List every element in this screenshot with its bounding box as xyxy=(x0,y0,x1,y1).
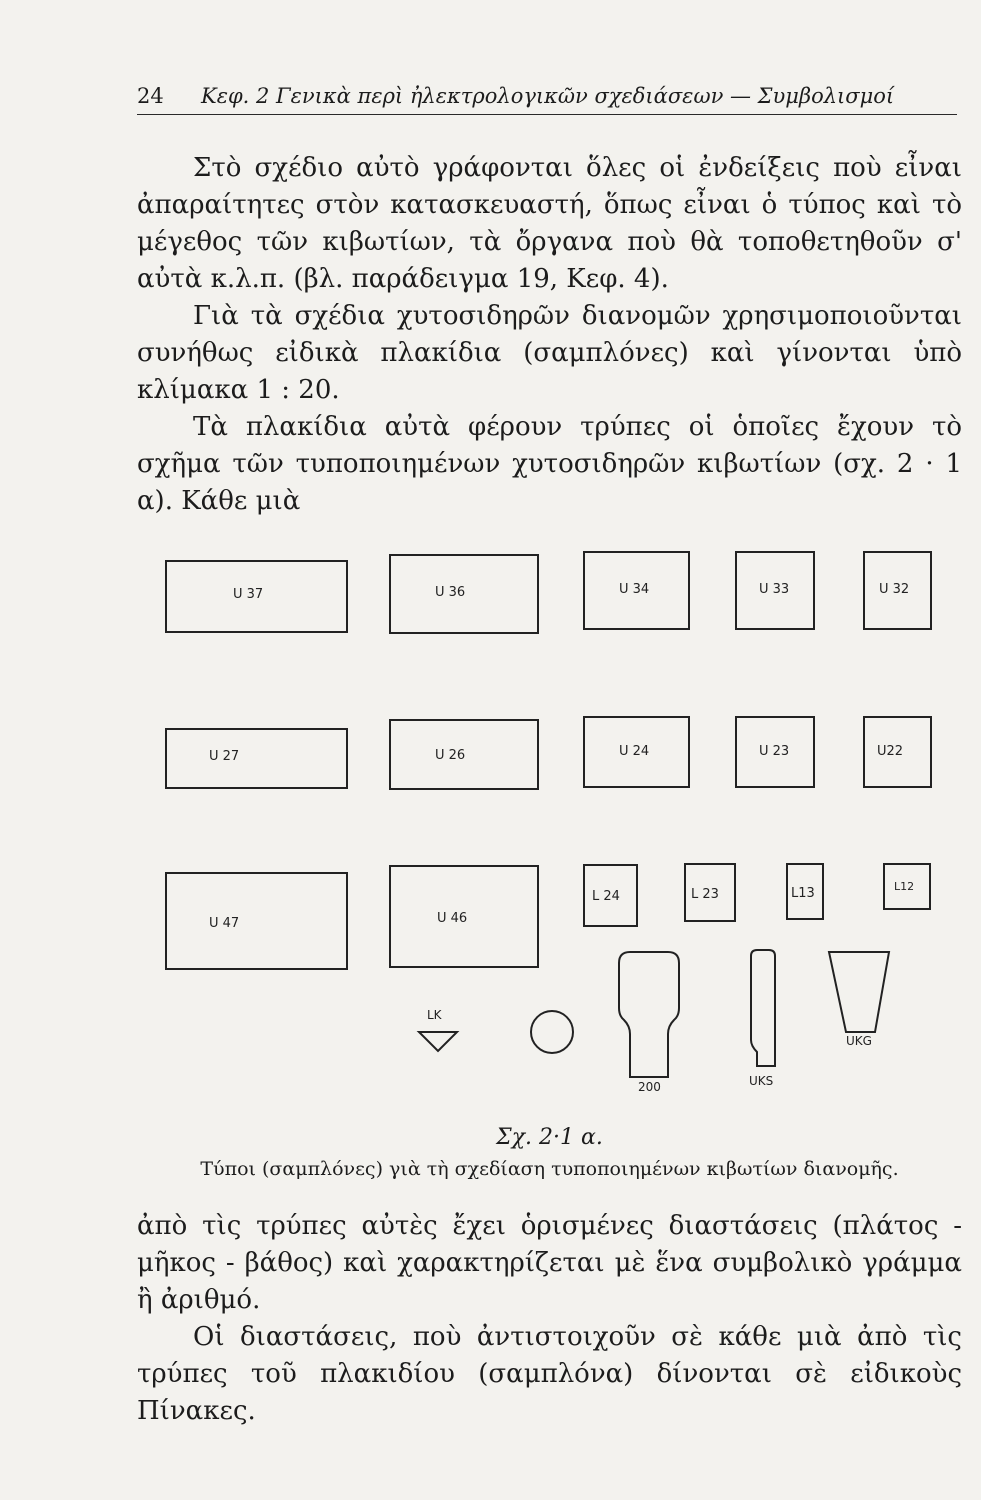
lk-triangle-shape xyxy=(419,1032,457,1051)
paragraph: Οἱ διαστάσεις, ποὺ ἀντιστοιχοῦν σὲ κάθε μιὰ ἀπὸ τὶς τρύπες τοῦ πλακιδίου (σαμπλόνα) δίνονται σὲ εἰδικοὺς Πίνακες. xyxy=(137,1322,962,1426)
template-label: U 37 xyxy=(233,587,264,602)
template-label: U 26 xyxy=(435,748,466,763)
template-label: U 23 xyxy=(759,744,790,759)
template-label: U 34 xyxy=(619,582,650,597)
body-text-top xyxy=(137,150,962,520)
template-label: L 24 xyxy=(592,889,620,904)
template-u22 xyxy=(863,716,932,788)
label-ukg: UKG xyxy=(846,1034,872,1048)
template-label: U 46 xyxy=(437,911,468,926)
body-text-bottom xyxy=(137,1208,962,1430)
label-uks: UKS xyxy=(749,1074,774,1088)
template-u46 xyxy=(389,865,539,968)
uks-box-shape xyxy=(751,950,775,1066)
template-u33 xyxy=(735,551,815,630)
page-number: 24 xyxy=(137,84,164,108)
paragraph: ἀπὸ τὶς τρύπες αὐτὲς ἔχει ὁρισμένες διαστάσεις (πλάτος - μῆκος - βάθος) καὶ χαρακτηρίζεται μὲ ἕνα συμβολικὸ γράμμα ἢ ἀριθμό. xyxy=(137,1211,962,1315)
template-l23 xyxy=(684,863,736,922)
running-header xyxy=(137,80,957,115)
template-label: U 47 xyxy=(209,916,240,931)
template-label: U 36 xyxy=(435,585,466,600)
template-u34 xyxy=(583,551,690,630)
template-label: U 27 xyxy=(209,749,240,764)
template-label: U 32 xyxy=(879,582,910,597)
template-label: L12 xyxy=(894,880,915,893)
template-u37 xyxy=(165,560,348,633)
template-u23 xyxy=(735,716,815,788)
template-u24 xyxy=(583,716,690,788)
paragraph: Γιὰ τὰ σχέδια χυτοσιδηρῶν διανομῶν χρησιμοποιοῦνται συνήθως εἰδικὰ πλακίδια (σαμπλόνες) καὶ γίνονται ὑπὸ κλίμακα 1 : 20. xyxy=(137,301,962,405)
template-label: L13 xyxy=(791,886,815,901)
template-l13 xyxy=(786,863,824,920)
figure-number: Σχ. 2·1 α. xyxy=(496,1125,603,1150)
template-u47 xyxy=(165,872,348,970)
paragraph: Τὰ πλακίδια αὐτὰ φέρουν τρύπες οἱ ὁποῖες ἔχουν τὸ σχῆμα τῶν τυποποιημένων χυτοσιδηρῶν κιβωτίων (σχ. 2 · 1 α). Κάθε μιὰ xyxy=(137,412,962,516)
template-u32 xyxy=(863,551,932,630)
paragraph: Στὸ σχέδιο αὐτὸ γράφονται ὅλες οἱ ἐνδείξεις ποὺ εἶναι ἀπαραίτητες στὸν κατασκευαστή, ὅπως εἶναι ὁ τύπος καὶ τὸ μέγεθος τῶν κιβωτίων, τὰ ὄργανα ποὺ θὰ τοποθετηθοῦν σ' αὐτὰ κ.λ.π. (βλ. παράδειγμα 19, Κεφ. 4). xyxy=(137,153,962,294)
template-label: U22 xyxy=(877,744,904,759)
running-title: Κεφ. 2 Γενικὰ περὶ ἠλεκτρολογικῶν σχεδιάσεων — Συμβολισμοί xyxy=(201,84,895,108)
figure-caption: Τύποι (σαμπλόνες) γιὰ τὴ σχεδίαση τυποποιημένων κιβωτίων διανομῆς. xyxy=(200,1158,899,1180)
template-u36 xyxy=(389,554,539,634)
template-u26 xyxy=(389,719,539,790)
label-200: 200 xyxy=(638,1080,661,1094)
template-l12 xyxy=(883,863,931,910)
type-200-box-shape xyxy=(619,952,679,1077)
template-u27 xyxy=(165,728,348,789)
template-label: U 33 xyxy=(759,582,790,597)
template-label: U 24 xyxy=(619,744,650,759)
round-box-shape xyxy=(531,1011,573,1053)
label-lk: LK xyxy=(427,1008,442,1022)
template-l24 xyxy=(583,864,638,927)
template-label: L 23 xyxy=(691,887,719,902)
ukg-box-shape xyxy=(829,952,889,1032)
